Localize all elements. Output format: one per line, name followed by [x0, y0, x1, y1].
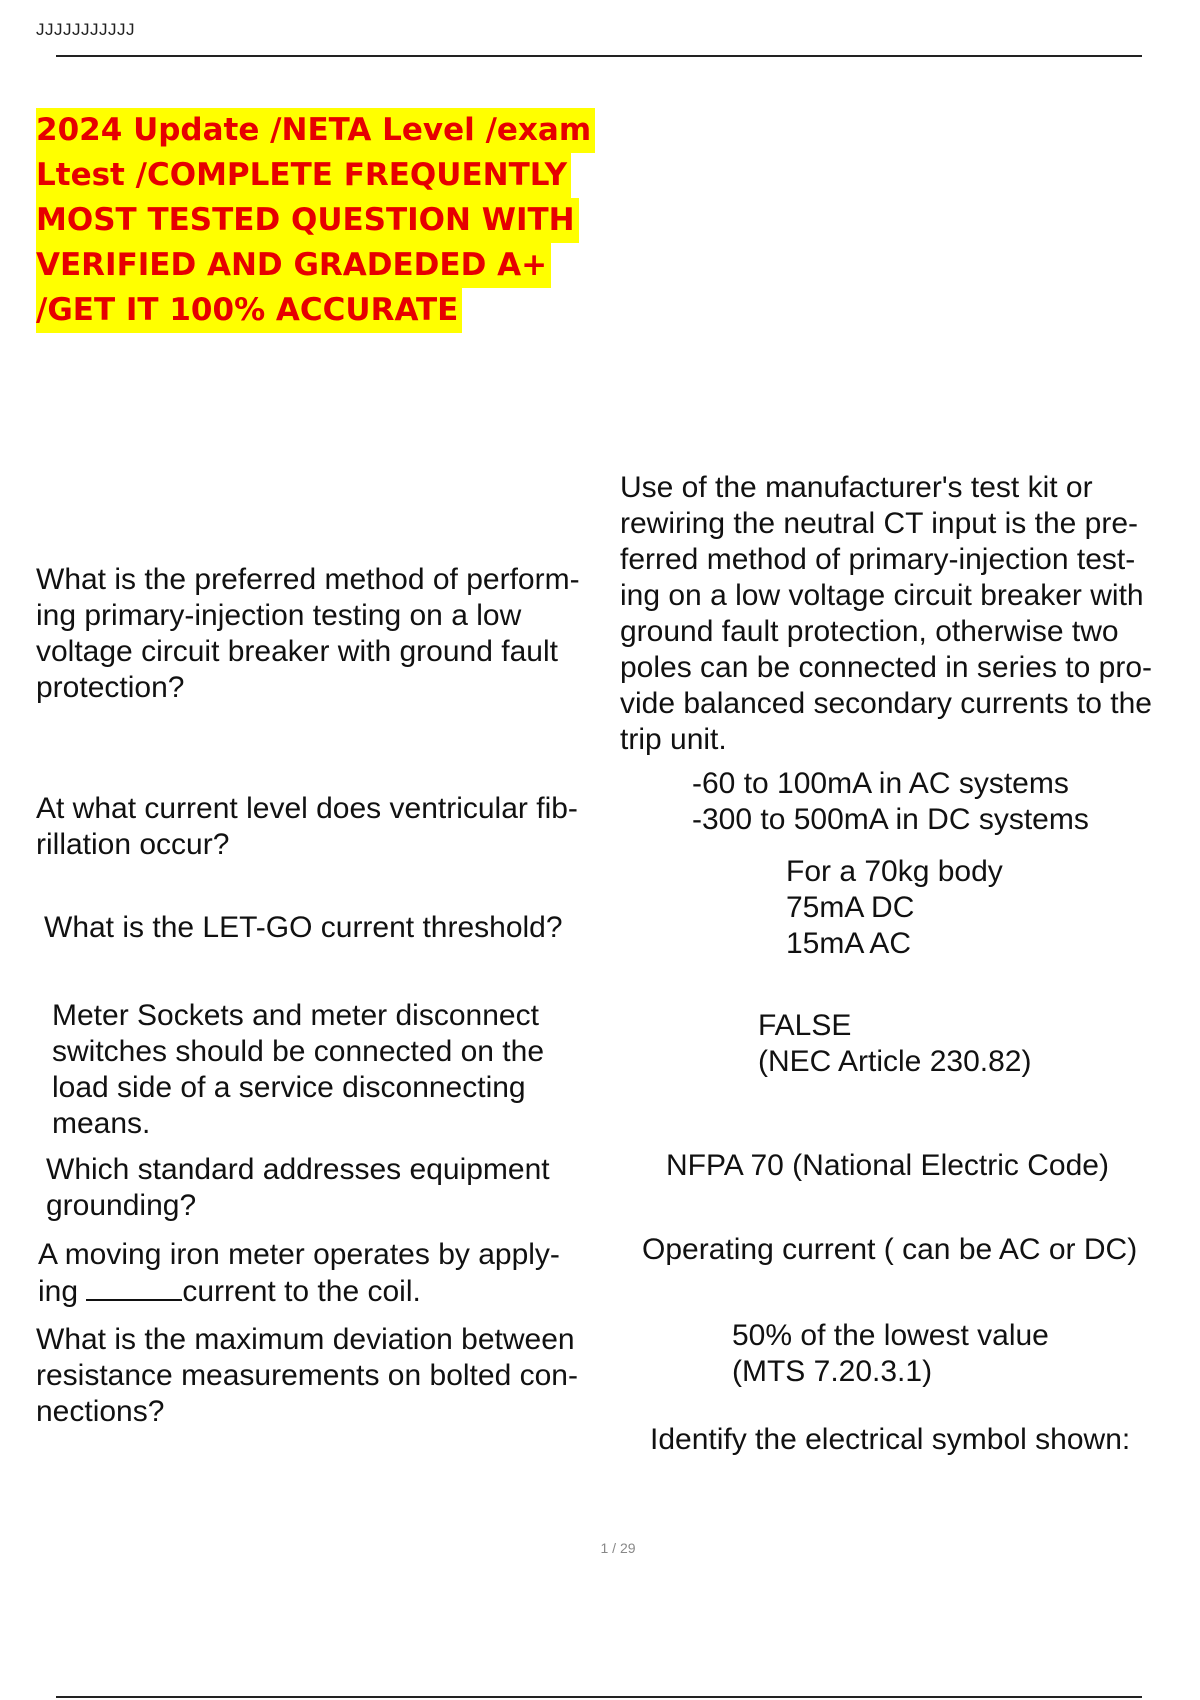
answer-1: Use of the manufacturer's test kit or rewiring the neutral CT input is the pre- ferred method of primary-injection test- ing on a low voltage circuit breaker with ground fault protection, otherwise two poles can be connected in series to pro- vide balanced secondary currents to the trip unit.	[620, 471, 1152, 756]
question-6	[38, 1237, 618, 1310]
answer-5: NFPA 70 (National Electric Code)	[666, 1149, 1109, 1182]
answer-4: FALSE (NEC Article 230.82)	[758, 1009, 1032, 1078]
title-line-5: /GET IT 100% ACCURATE	[36, 288, 462, 333]
title-line-2: Ltest /COMPLETE FREQUENTLY	[36, 153, 571, 198]
answer-7: 50% of the lowest value (MTS 7.20.3.1)	[732, 1319, 1049, 1388]
title-line-4: VERIFIED AND GRADEDED A+	[36, 243, 551, 288]
question-6-part-2: current to the coil.	[182, 1275, 421, 1308]
answer-6: Operating current ( can be AC or DC)	[642, 1233, 1138, 1266]
answer-3: For a 70kg body 75mA DC 15mA AC	[786, 855, 1003, 960]
question-6-part-1: A moving iron meter operates by apply- ing	[38, 1238, 560, 1308]
page-indicator: 1 / 29	[600, 1540, 636, 1556]
fill-in-blank	[86, 1273, 182, 1301]
answer-8-symbol-prompt: Identify the electrical symbol shown:	[650, 1423, 1131, 1456]
bottom-divider	[56, 1696, 1142, 1698]
question-5: Which standard addresses equipment grounding?	[46, 1153, 550, 1222]
answer-2: -60 to 100mA in AC systems -300 to 500mA in DC systems	[692, 767, 1089, 836]
header-watermark-text: JJJJJJJJJJJ	[36, 20, 135, 39]
top-divider	[56, 55, 1142, 57]
question-7: What is the maximum deviation between resistance measurements on bolted con- nections?	[36, 1323, 578, 1428]
question-3: What is the LET-GO current threshold?	[44, 911, 563, 944]
question-1: What is the preferred method of perform- ing primary-injection testing on a low voltage circuit breaker with ground fault protection?	[36, 563, 580, 704]
title-line-1: 2024 Update /NETA Level /exam	[36, 108, 595, 153]
document-title	[36, 108, 616, 333]
title-line-3: MOST TESTED QUESTION WITH	[36, 198, 579, 243]
question-4: Meter Sockets and meter disconnect switches should be connected on the load side of a service disconnecting means.	[52, 999, 544, 1140]
question-2: At what current level does ventricular fib- rillation occur?	[36, 792, 578, 861]
